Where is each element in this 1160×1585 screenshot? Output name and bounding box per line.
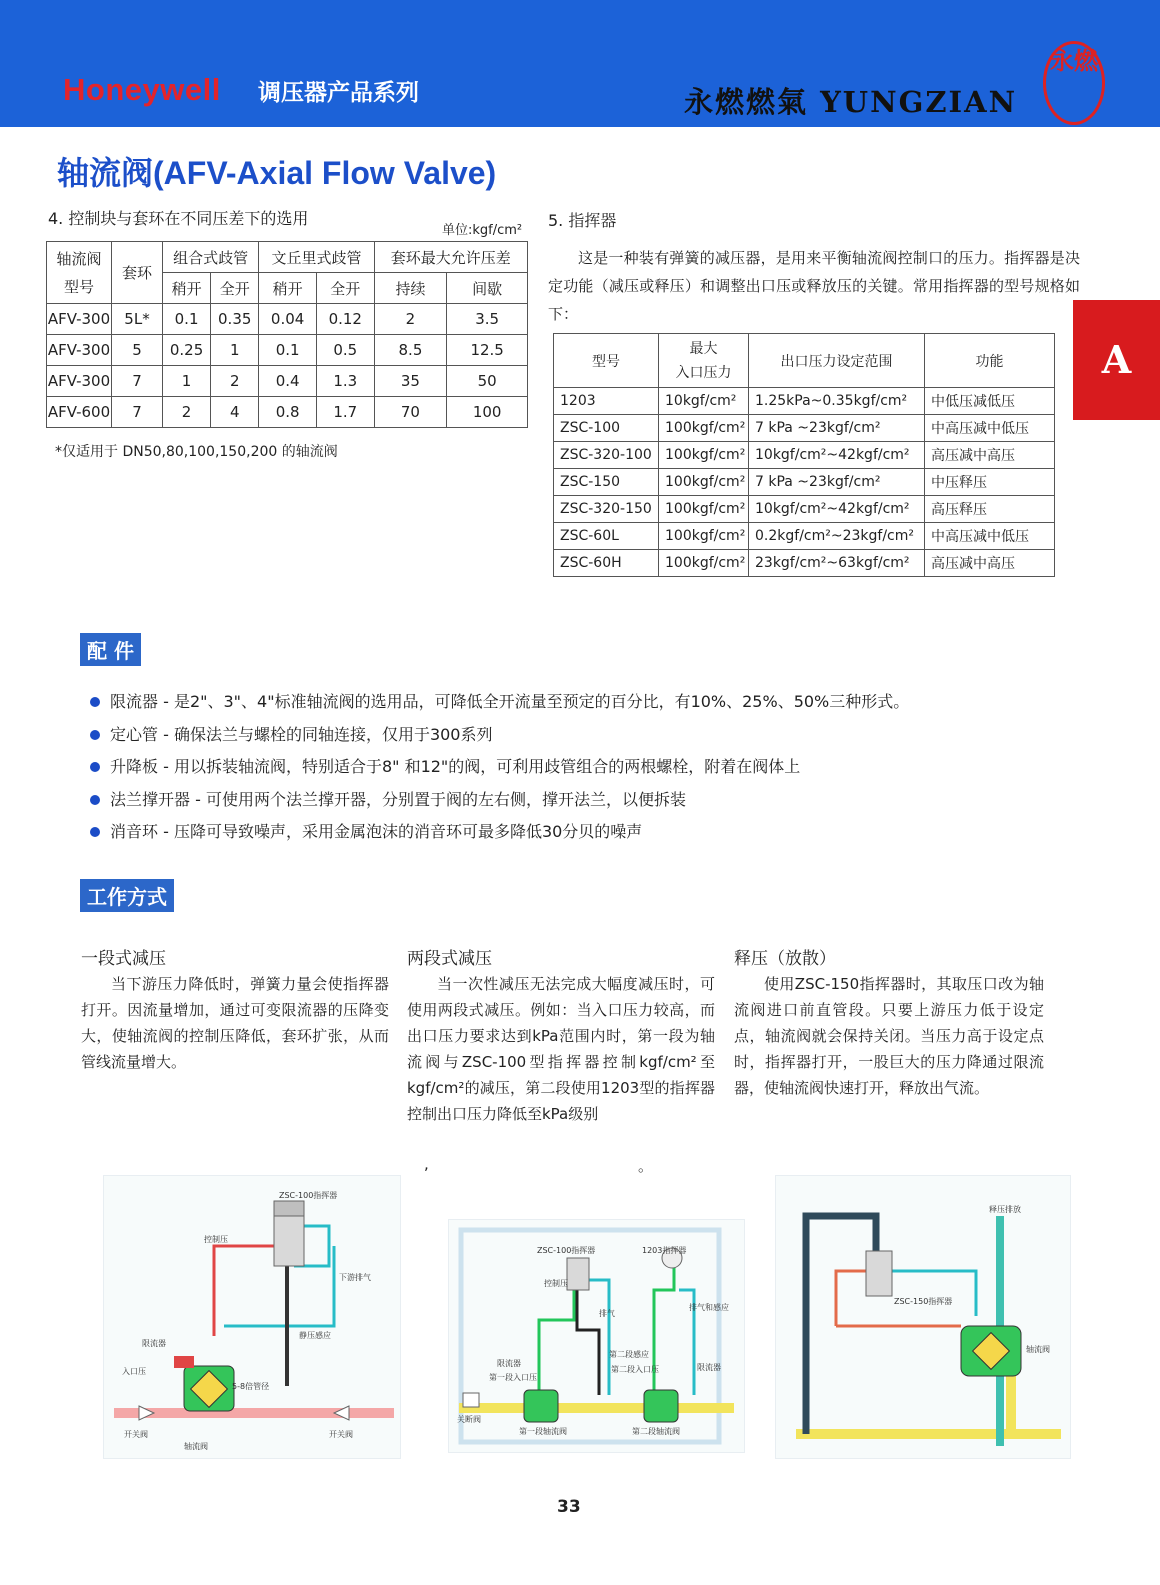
d2-pilot2-label: 1203指挥器 <box>642 1246 687 1255</box>
cell: 高压释压 <box>925 496 1055 523</box>
d2-inlet2-label: 第二段入口压 <box>611 1365 659 1374</box>
cell: 0.8 <box>259 397 317 428</box>
cell: 2 <box>163 397 211 428</box>
d1-afv-label: 轴流阀 <box>184 1442 208 1451</box>
cell: AFV-300 <box>47 335 112 366</box>
cell: 35 <box>374 366 447 397</box>
d1-pilot-label: ZSC-100指挥器 <box>279 1191 338 1200</box>
cell: 0.2kgf/cm²~23kgf/cm² <box>749 523 925 550</box>
cell: 100kgf/cm² <box>659 523 749 550</box>
cell: 7 kPa ~23kgf/cm² <box>749 415 925 442</box>
op-col1-text: 当下游压力降低时，弹簧力量会使指挥器打开。因流量增加，通过可变限流器的压降变大，使轴流阀的控制压降低，套环扩张，从而管线流量增大。 <box>81 975 389 1071</box>
cell: 1 <box>163 366 211 397</box>
th-full: 全开 <box>211 273 259 304</box>
cell: 100kgf/cm² <box>659 496 749 523</box>
cell: 0.12 <box>316 304 374 335</box>
op-col2-title: 两段式减压 <box>407 949 492 969</box>
d3-afv-label: 轴流阀 <box>1026 1345 1050 1354</box>
cell: ZSC-320-150 <box>554 496 659 523</box>
cell: 0.1 <box>259 335 317 366</box>
cell: 7 kPa ~23kgf/cm² <box>749 469 925 496</box>
accessories-list <box>90 686 909 849</box>
th-slight2: 稍开 <box>259 273 317 304</box>
d2-afv1-label: 第一段轴流阀 <box>519 1427 567 1436</box>
d3-pilot-label: ZSC-150指挥器 <box>894 1297 953 1306</box>
list-item: 消音环 - 压降可导致噪声，采用金属泡沫的消音环可最多降低30分贝的噪声 <box>90 816 909 849</box>
d2-sense-label: 第二段感应 <box>609 1350 649 1359</box>
list-item: 限流器 - 是2"、3"、4"标准轴流阀的选用品，可降低全开流量至预定的百分比，有10%、25%、50%三种形式。 <box>90 686 909 719</box>
stray-period: 。 <box>638 1157 654 1175</box>
cell: 100kgf/cm² <box>659 550 749 577</box>
cell: 7 <box>112 366 163 397</box>
brand-logo: Honeywell <box>63 72 221 107</box>
op-col1-title: 一段式减压 <box>81 949 166 969</box>
cell: 0.04 <box>259 304 317 335</box>
stray-comma: , <box>424 1155 429 1173</box>
cell: 高压减中高压 <box>925 550 1055 577</box>
cell: AFV-600 <box>47 397 112 428</box>
table-row <box>554 388 1055 415</box>
list-item: 法兰撑开器 - 可使用两个法兰撑开器，分别置于阀的左右侧，撑开法兰，以便拆装 <box>90 784 909 817</box>
cell: 5 <box>112 335 163 366</box>
table-row <box>554 415 1055 442</box>
d1-valve-left-label: 开关阀 <box>124 1430 148 1439</box>
table-row <box>554 523 1055 550</box>
d1-static-label: 静压感应 <box>299 1331 331 1340</box>
d1-control-label: 控制压 <box>204 1235 228 1244</box>
list-item: 升降板 - 用以拆装轴流阀，特别适合于8" 和12"的阀，可利用歧管组合的两根螺栓，附着在阀体上 <box>90 751 909 784</box>
cell: 4 <box>211 397 259 428</box>
page-title: 轴流阀(AFV-Axial Flow Valve) <box>57 155 497 191</box>
op-col3-title: 释压（放散） <box>734 949 836 969</box>
table-row <box>47 366 528 397</box>
cell: ZSC-100 <box>554 415 659 442</box>
cell: 1.7 <box>316 397 374 428</box>
d2-afv2-label: 第二段轴流阀 <box>632 1427 680 1436</box>
cell: 0.1 <box>163 304 211 335</box>
section-tab: A <box>1073 300 1160 420</box>
section5-heading: 5. 指挥器 <box>548 211 617 230</box>
d2-exhaust-label: 排气 <box>599 1309 615 1318</box>
cell: 中低压减低压 <box>925 388 1055 415</box>
d2-control-label: 控制压 <box>544 1279 568 1288</box>
th-slight: 稍开 <box>163 273 211 304</box>
cell: 0.25 <box>163 335 211 366</box>
th-function: 功能 <box>925 334 1055 388</box>
cell: 中高压减中低压 <box>925 415 1055 442</box>
cell: 8.5 <box>374 335 447 366</box>
cell: 0.4 <box>259 366 317 397</box>
cell: AFV-300 <box>47 366 112 397</box>
section4-heading: 4. 控制块与套环在不同压差下的选用 <box>48 209 309 228</box>
d1-restrictor-label: 限流器 <box>142 1339 166 1348</box>
cell: 中压释压 <box>925 469 1055 496</box>
company-name: 永燃燃氣 YUNGZIAN <box>684 85 1018 119</box>
d2-pilot1-label: ZSC-100指挥器 <box>537 1246 596 1255</box>
th-ring: 套环 <box>112 242 163 304</box>
operation-heading: 工作方式 <box>80 879 174 912</box>
cell: ZSC-60L <box>554 523 659 550</box>
cell: 100kgf/cm² <box>659 415 749 442</box>
page-number: 33 <box>557 1497 581 1517</box>
section5-intro: 这是一种装有弹簧的减压器，是用来平衡轴流阀控制口的压力。指挥器是决定功能（减压或释压）和调整出口压或释放压的关键。常用指挥器的型号规格如下： <box>548 249 1080 323</box>
cell: 3.5 <box>447 304 528 335</box>
cell: 100 <box>447 397 528 428</box>
op-col2-text: 当一次性减压无法完成大幅度减压时，可使用两段式减压。例如：当入口压力较高，而出口压力要求达到kPa范围内时，第一段为轴流阀与ZSC-100型指挥器控制kgf/cm²至kgf/cm²的减压，第二段使用1203型的指挥器 控制出口压力降低至kPa级别 <box>407 975 715 1123</box>
company-seal: 永燃 <box>1043 41 1105 125</box>
table-row <box>47 304 528 335</box>
cell: ZSC-60H <box>554 550 659 577</box>
cell: 100kgf/cm² <box>659 442 749 469</box>
pilot-table <box>553 333 1055 577</box>
cell: 7 <box>112 397 163 428</box>
th-range: 出口压力设定范围 <box>749 334 925 388</box>
diagram-two-stage <box>448 1219 745 1453</box>
diagram-single-stage <box>103 1175 401 1459</box>
cell: 1.3 <box>316 366 374 397</box>
th-model: 轴流阀 型号 <box>47 242 112 304</box>
cell: ZSC-320-100 <box>554 442 659 469</box>
cell: 10kgf/cm² <box>659 388 749 415</box>
d1-pipe-label: 5-8倍管径 <box>232 1382 270 1391</box>
selection-table <box>46 241 528 428</box>
table-row <box>47 335 528 366</box>
th-full2: 全开 <box>316 273 374 304</box>
th-max-inlet: 最大 入口压力 <box>659 334 749 388</box>
cell: 1.25kPa~0.35kgf/cm² <box>749 388 925 415</box>
d2-restrictor1-label: 限流器 <box>497 1359 521 1368</box>
d1-vent-label: 下游排气 <box>339 1273 371 1282</box>
d2-inlet1-label: 第一段入口压 <box>489 1373 537 1382</box>
th-venturi: 文丘里式歧管 <box>259 242 374 273</box>
d1-valve-right-label: 开关阀 <box>329 1430 353 1439</box>
table-row <box>554 469 1055 496</box>
cell: 10kgf/cm²~42kgf/cm² <box>749 442 925 469</box>
cell: 0.35 <box>211 304 259 335</box>
cell: 0.5 <box>316 335 374 366</box>
cell: 中高压减中低压 <box>925 523 1055 550</box>
cell: 100kgf/cm² <box>659 469 749 496</box>
table-row <box>554 496 1055 523</box>
cell: 5L* <box>112 304 163 335</box>
section4-unit: 单位:kgf/cm² <box>442 223 523 238</box>
cell: 50 <box>447 366 528 397</box>
th-pilot-model: 型号 <box>554 334 659 388</box>
cell: 10kgf/cm²~42kgf/cm² <box>749 496 925 523</box>
series-title: 调压器产品系列 <box>258 80 419 106</box>
cell: AFV-300 <box>47 304 112 335</box>
d2-shutoff-label: 关断阀 <box>457 1415 481 1424</box>
table-footnote: *仅适用于 DN50,80,100,150,200 的轴流阀 <box>55 444 338 460</box>
d2-exhaust2-label: 排气和感应 <box>689 1303 729 1312</box>
cell: 高压减中高压 <box>925 442 1055 469</box>
list-item: 定心管 - 确保法兰与螺栓的同轴连接，仅用于300系列 <box>90 719 909 752</box>
cell: 1203 <box>554 388 659 415</box>
cell: ZSC-150 <box>554 469 659 496</box>
d3-release-label: 释压排放 <box>989 1205 1021 1214</box>
table-row <box>47 397 528 428</box>
table-row <box>554 550 1055 577</box>
accessories-heading: 配 件 <box>80 633 141 666</box>
cell: 2 <box>211 366 259 397</box>
d1-inlet-label: 入口压 <box>122 1367 146 1376</box>
th-maxdp: 套环最大允许压差 <box>374 242 527 273</box>
cell: 2 <box>374 304 447 335</box>
cell: 1 <box>211 335 259 366</box>
th-cont: 持续 <box>374 273 447 304</box>
cell: 23kgf/cm²~63kgf/cm² <box>749 550 925 577</box>
cell: 70 <box>374 397 447 428</box>
th-combo: 组合式歧管 <box>163 242 259 273</box>
table-row <box>554 442 1055 469</box>
cell: 12.5 <box>447 335 528 366</box>
th-inter: 间歇 <box>447 273 528 304</box>
diagram-relief <box>775 1175 1071 1459</box>
op-col3-text: 使用ZSC-150指挥器时，其取压口改为轴流阀进口前直管段。只要上游压力低于设定点，轴流阀就会保持关闭。当压力高于设定点时，指挥器打开，一股巨大的压力降通过限流器，使轴流阀快速打开，释放出气流。 <box>734 975 1044 1097</box>
d2-restrictor2-label: 限流器 <box>697 1363 721 1372</box>
